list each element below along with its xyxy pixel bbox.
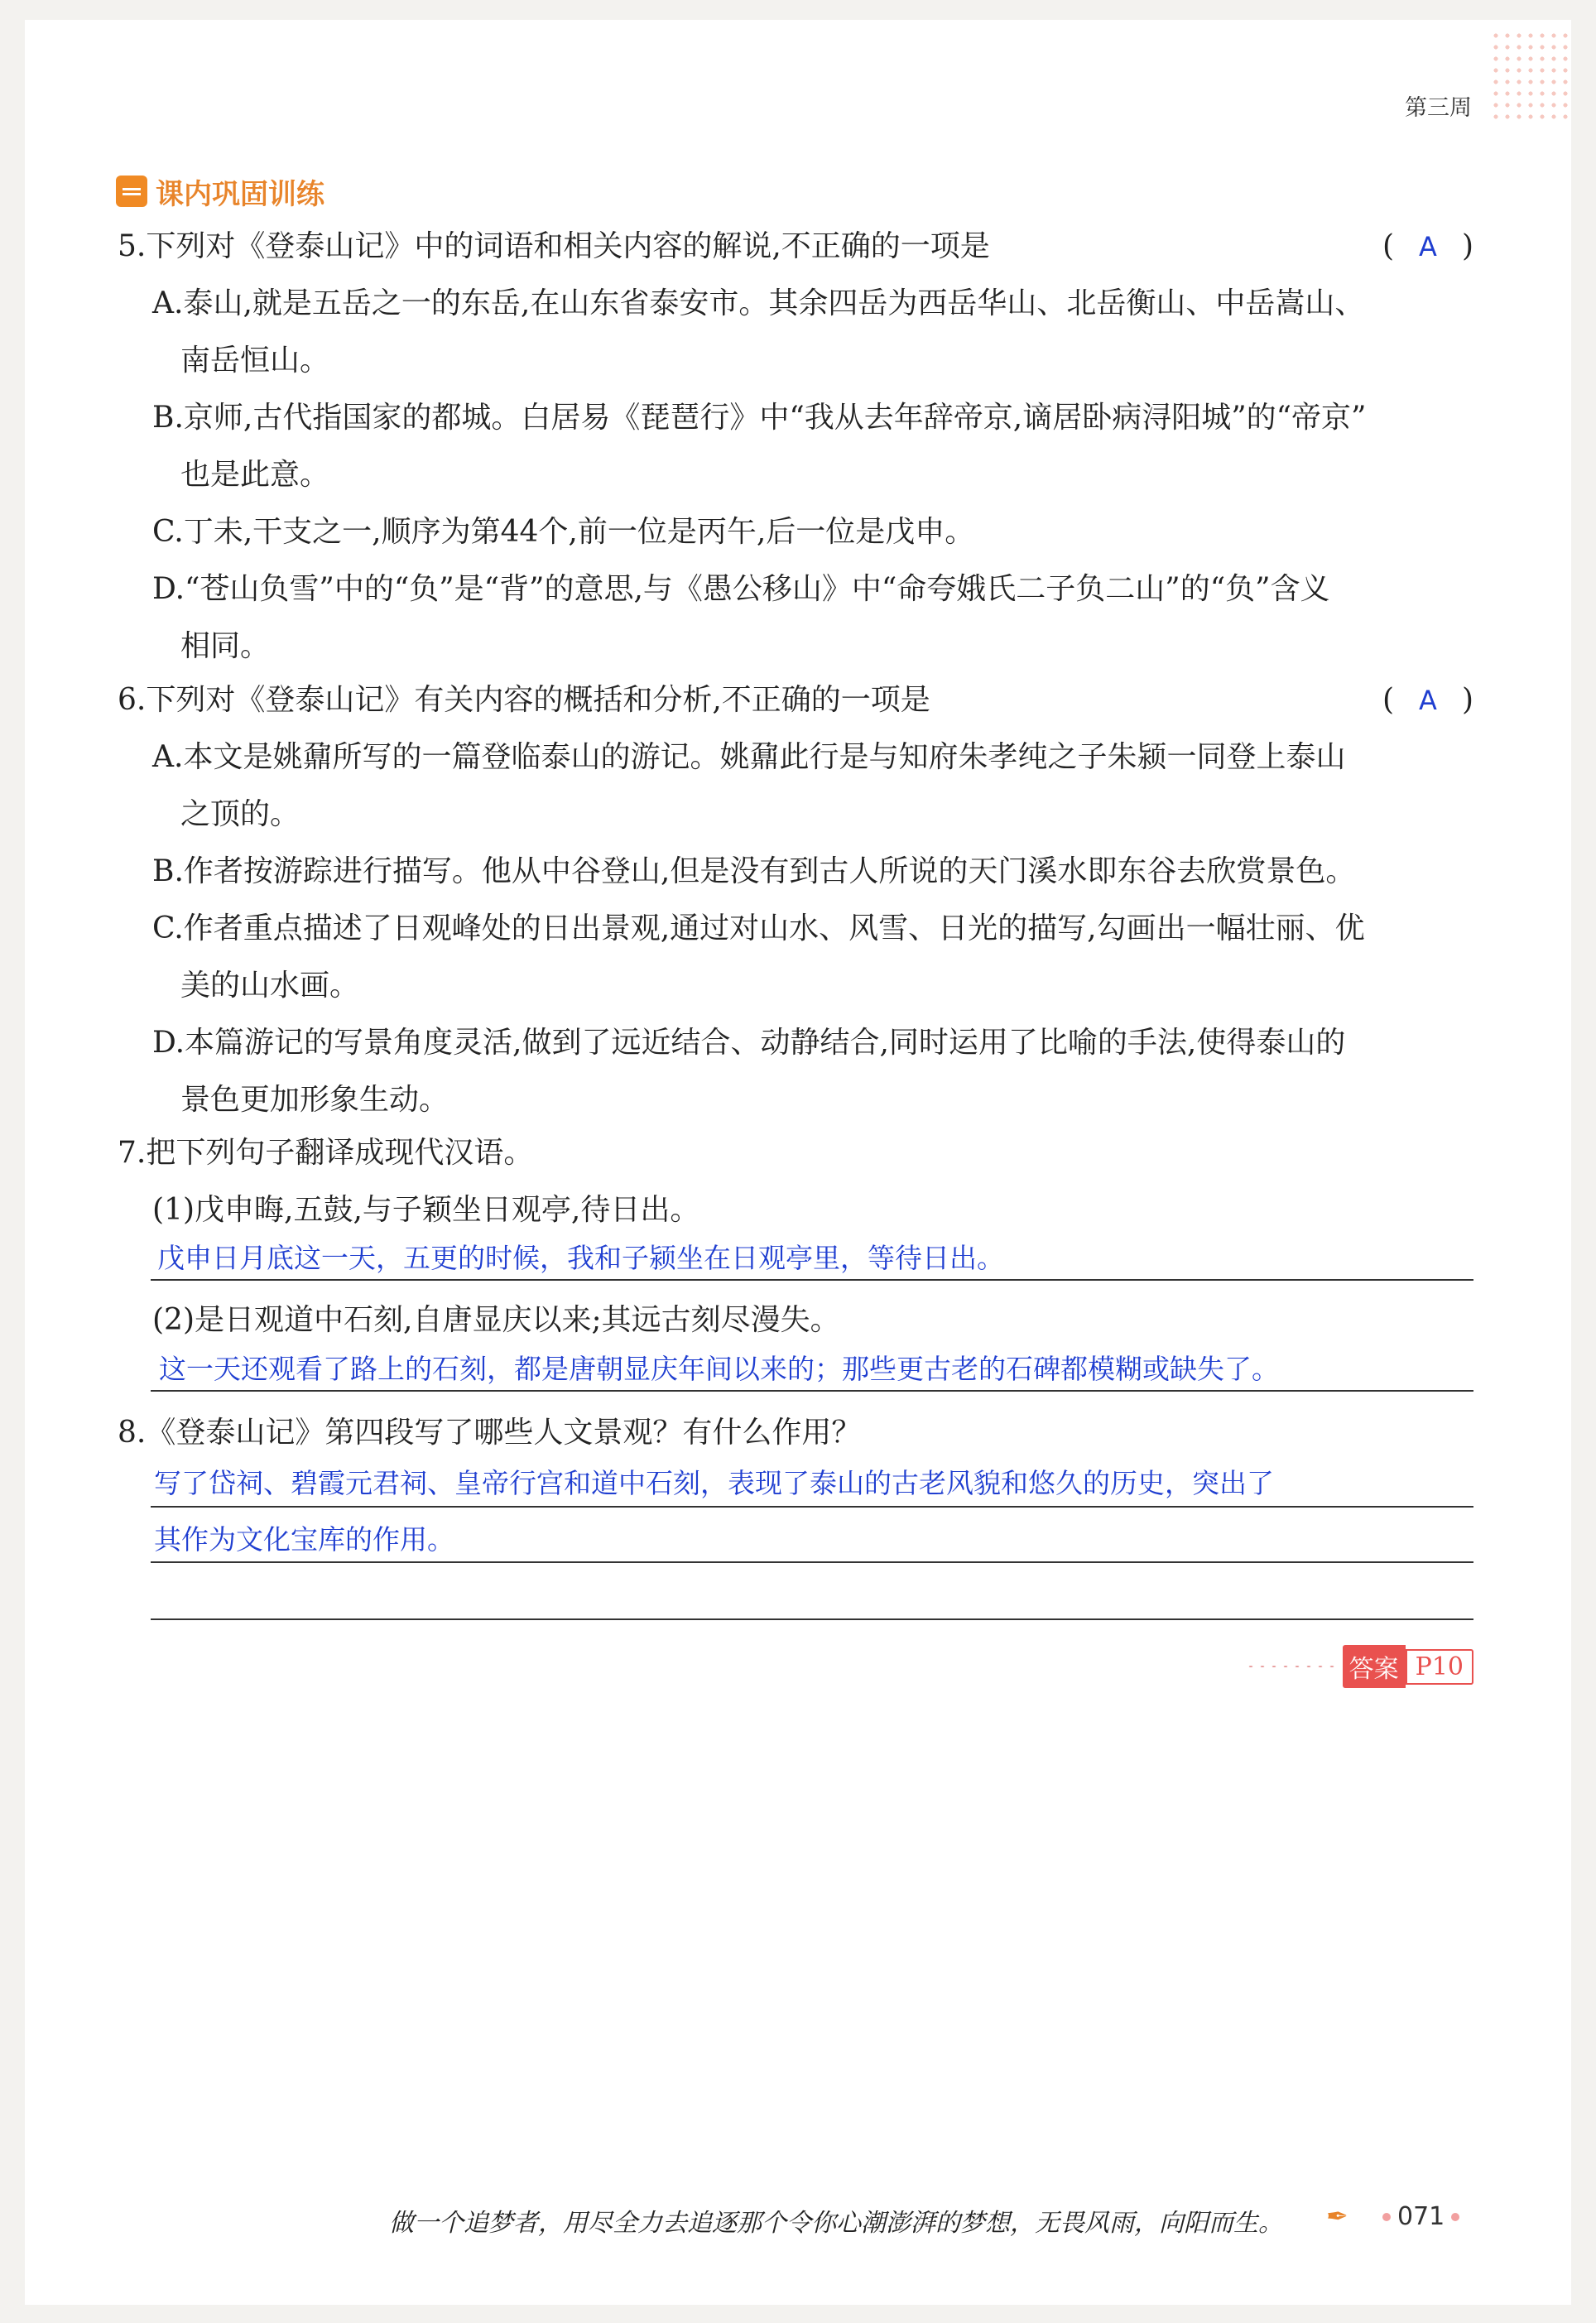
q8-answer-line-3-rule bbox=[151, 1618, 1473, 1620]
page-number bbox=[1376, 2202, 1466, 2231]
q7-answer-1: 戊申日月底这一天，五更的时候，我和子颍坐在日观亭里，等待日出。 bbox=[157, 1242, 1004, 1274]
q5-answer-slot bbox=[1382, 228, 1473, 265]
q6-option-b: B.作者按游踪进行描写。他从中谷登山,但是没有到古人所说的天门溪水即东谷去欣赏景色。 bbox=[152, 854, 1356, 888]
q5-option-d: D.“苍山负雪”中的“负”是“背”的意思,与《愚公移山》中“命夸娥氏二子负二山”的“负”含义 bbox=[152, 572, 1330, 606]
q7-answer-1-line bbox=[151, 1279, 1473, 1281]
section-header bbox=[116, 172, 324, 210]
q6-option-d: D.本篇游记的写景角度灵活,做到了远近结合、动静结合,同时运用了比喻的手法,使得泰山的 bbox=[152, 1026, 1346, 1060]
q8-answer-line-2: 其作为文化宝库的作用。 bbox=[154, 1523, 454, 1556]
answer-page-ref: P10 bbox=[1406, 1649, 1473, 1685]
q5-option-b: B.京师,古代指国家的都城。白居易《琵琶行》中“我从去年辞帝京,谪居卧病浔阳城”的“帝京” bbox=[152, 401, 1367, 435]
q6-option-c-cont: 美的山水画。 bbox=[180, 969, 360, 1003]
q6-stem: 6.下列对《登泰山记》有关内容的概括和分析,不正确的一项是 bbox=[118, 683, 930, 717]
q8-answer-line-1: 写了岱祠、碧霞元君祠、皇帝行宫和道中石刻，表现了泰山的古老风貌和悠久的历史，突出了 bbox=[154, 1467, 1274, 1499]
q5-option-a: A.泰山,就是五岳之一的东岳,在山东省泰安市。其余四岳为西岳华山、北岳衡山、中岳嵩山、 bbox=[152, 286, 1365, 320]
q6-option-c: C.作者重点描述了日观峰处的日出景观,通过对山水、风雪、日光的描写,勾画出一幅壮丽、优 bbox=[152, 911, 1365, 945]
q8-answer-line-2-rule bbox=[151, 1561, 1473, 1563]
decorative-dot-pattern bbox=[1490, 30, 1573, 121]
q6-paren-open: ( bbox=[1382, 683, 1395, 717]
week-label: 第三周 bbox=[1405, 95, 1472, 121]
q6-answer: A bbox=[1419, 685, 1437, 716]
section-title: 课内巩固训练 bbox=[156, 177, 324, 211]
q5-answer: A bbox=[1419, 231, 1437, 262]
page-number-text: 071 bbox=[1397, 2202, 1445, 2231]
answer-reference bbox=[1245, 1645, 1473, 1688]
q7-stem: 7.把下列句子翻译成现代汉语。 bbox=[118, 1136, 534, 1170]
q5-paren-open: ( bbox=[1382, 229, 1395, 263]
q8-stem: 8.《登泰山记》第四段写了哪些人文景观？有什么作用？ bbox=[118, 1416, 862, 1450]
pen-icon: ✒ bbox=[1326, 2200, 1348, 2232]
q7-sentence-2: (2)是日观道中石刻,自唐显庆以来;其远古刻尽漫失。 bbox=[152, 1303, 840, 1337]
q6-option-a-cont: 之顶的。 bbox=[180, 797, 300, 831]
q6-answer-slot bbox=[1382, 682, 1473, 719]
page-number-dot-right bbox=[1451, 2213, 1459, 2221]
q7-sentence-1: (1)戊申晦,五鼓,与子颖坐日观亭,待日出。 bbox=[152, 1193, 700, 1227]
q5-option-c: C.丁未,干支之一,顺序为第44个,前一位是丙午,后一位是戊申。 bbox=[152, 515, 975, 549]
q5-paren-close: ) bbox=[1461, 229, 1473, 263]
page-number-dot-left bbox=[1382, 2213, 1391, 2221]
section-bullet-icon bbox=[116, 176, 147, 207]
q8-answer-line-1-rule bbox=[151, 1506, 1473, 1508]
q7-answer-2-line bbox=[151, 1390, 1473, 1392]
q6-paren-close: ) bbox=[1461, 683, 1473, 717]
footer-quote: 做一个追梦者，用尽全力去追逐那个令你心潮澎湃的梦想，无畏风雨，向阳而生。 bbox=[389, 2209, 1283, 2238]
q6-option-a: A.本文是姚鼐所写的一篇登临泰山的游记。姚鼐此行是与知府朱孝纯之子朱颍一同登上泰山 bbox=[152, 740, 1346, 774]
answer-badge: 答案 bbox=[1343, 1645, 1406, 1688]
q6-option-d-cont: 景色更加形象生动。 bbox=[180, 1083, 449, 1117]
q5-option-d-cont: 相同。 bbox=[180, 629, 271, 663]
q5-option-a-cont: 南岳恒山。 bbox=[180, 344, 330, 378]
q5-stem: 5.下列对《登泰山记》中的词语和相关内容的解说,不正确的一项是 bbox=[118, 229, 990, 263]
dotted-leader bbox=[1245, 1664, 1336, 1669]
q7-answer-2: 这一天还观看了路上的石刻，都是唐朝显庆年间以来的；那些更古老的石碑都模糊或缺失了。 bbox=[159, 1353, 1279, 1385]
q5-option-b-cont: 也是此意。 bbox=[180, 458, 330, 492]
